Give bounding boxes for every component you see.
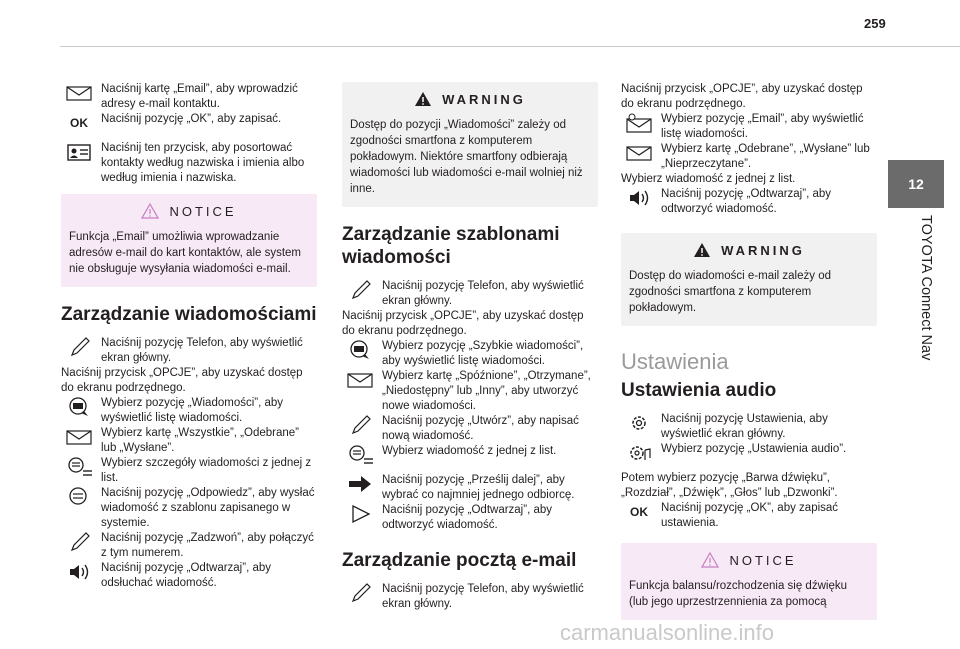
top-rule bbox=[60, 46, 868, 47]
step-text: Naciśnij pozycję „Odpowiedz”, aby wysłać wiadomość z szablonu zapisanego w systemie. bbox=[101, 487, 315, 529]
instruction-row bbox=[342, 473, 598, 503]
warning-box bbox=[342, 82, 598, 207]
warning-title: WARNING bbox=[721, 242, 805, 258]
step-text: Naciśnij ten przycisk, aby posortować kontakty według nazwiska i imienia albo według imienia i nazwiska. bbox=[101, 142, 305, 184]
step-text: Potem wybierz pozycję „Barwa dźwięku”, „Rozdział”, „Dźwięk”, „Głos” lub „Dzwonki”. bbox=[621, 472, 838, 499]
pen-icon bbox=[342, 414, 378, 436]
warning-icon bbox=[414, 91, 432, 107]
instruction-row bbox=[342, 369, 598, 414]
instruction-row bbox=[61, 396, 317, 426]
section-heading: Ustawienia audio bbox=[621, 380, 777, 401]
notice-icon bbox=[701, 552, 719, 568]
instruction-row bbox=[61, 112, 317, 134]
step-text: Wybierz kartę „Odebrane”, „Wysłane” lub „Nieprzeczytane”. bbox=[661, 143, 870, 170]
step-text: Wybierz pozycję „Email”, aby wyświetlić listę wiadomości. bbox=[661, 113, 864, 140]
instruction-row bbox=[621, 112, 877, 142]
step-text: Naciśnij przycisk „OPCJE”, aby uzyskać dostęp do ekranu podrzędnego. bbox=[342, 310, 584, 337]
notice-text: Funkcja „Email” umożliwia wprowadzanie adresów e-mail do kart kontaktów, ale system nie obsługuje wysyłania wiadomości e-mail. bbox=[69, 231, 302, 275]
warning-title: WARNING bbox=[442, 91, 526, 107]
step-text: Wybierz kartę „Wszystkie”, „Odebrane” lub „Wysłane”. bbox=[101, 427, 299, 454]
step-text: Wybierz pozycję „Wiadomości”, aby wyświetlić listę wiadomości. bbox=[101, 397, 284, 424]
instruction-row bbox=[61, 456, 317, 486]
sms-icon bbox=[61, 396, 97, 418]
email-icon bbox=[621, 112, 657, 134]
instruction-row bbox=[342, 503, 598, 533]
sort-contacts-icon bbox=[61, 141, 97, 163]
notice-icon bbox=[141, 203, 159, 219]
instruction-row bbox=[342, 444, 598, 466]
chapter-tab[interactable]: 12 bbox=[888, 160, 944, 208]
column-1 bbox=[61, 82, 317, 591]
step-text: Wybierz szczegóły wiadomości z jednej z list. bbox=[101, 457, 312, 484]
pen-icon bbox=[61, 336, 97, 358]
step-text: Naciśnij pozycję Ustawienia, aby wyświetlić ekran główny. bbox=[661, 413, 828, 440]
warning-text: Dostęp do wiadomości e-mail zależy od zgodności smartfona z komputerem pokładowym. bbox=[629, 270, 831, 314]
instruction-row bbox=[61, 561, 317, 591]
step-text: Naciśnij pozycję Telefon, aby wyświetlić ekran główny. bbox=[382, 280, 584, 307]
audio-settings-icon bbox=[621, 442, 657, 464]
step-text: Naciśnij pozycję „Utwórz”, aby napisać nową wiadomość. bbox=[382, 415, 579, 442]
envelope-icon bbox=[61, 82, 97, 104]
section-heading: Zarządzanie pocztą e-mail bbox=[342, 550, 577, 571]
warning-box bbox=[621, 233, 877, 326]
instruction-row bbox=[342, 279, 598, 309]
chapter-title: TOYOTA Connect Nav bbox=[918, 215, 934, 361]
section-heading: Zarządzanie szablonami wiadomości bbox=[342, 224, 560, 268]
instruction-row bbox=[61, 336, 317, 366]
step-text: Naciśnij pozycję Telefon, aby wyświetlić ekran główny. bbox=[101, 337, 303, 364]
step-text: Naciśnij pozycję „OK”, aby zapisać. bbox=[101, 113, 282, 125]
ok-icon: OK bbox=[70, 115, 88, 130]
pen-icon bbox=[342, 582, 378, 604]
pen-icon bbox=[342, 279, 378, 301]
step-text: Naciśnij pozycję „Prześlij dalej”, aby wybrać co najmniej jednego odbiorcę. bbox=[382, 474, 575, 501]
step-text: Naciśnij pozycję „Odtwarzaj”, aby odsłuchać wiadomość. bbox=[101, 562, 272, 589]
envelope-icon bbox=[342, 369, 378, 391]
notice-title: NOTICE bbox=[169, 203, 237, 219]
step-text: Naciśnij pozycję „Zadzwoń”, aby połączyć z tym numerem. bbox=[101, 532, 314, 559]
column-2 bbox=[342, 82, 598, 612]
quick-message-icon bbox=[342, 339, 378, 361]
instruction-row bbox=[621, 412, 877, 442]
step-text: Naciśnij pozycję „Odtwarzaj”, aby odtworzyć wiadomość. bbox=[382, 504, 553, 531]
reply-icon bbox=[61, 486, 97, 508]
page-number: 259 bbox=[864, 16, 886, 31]
step-text: Wybierz wiadomość z jednej z list. bbox=[621, 173, 796, 185]
section-heading: Zarządzanie wiadomościami bbox=[61, 304, 317, 325]
instruction-row bbox=[342, 414, 598, 444]
instruction-row bbox=[342, 339, 598, 369]
step-text: Naciśnij pozycję „Odtwarzaj”, aby odtworzyć wiadomość. bbox=[661, 188, 832, 215]
instruction-row bbox=[61, 82, 317, 112]
instruction-row bbox=[621, 501, 877, 531]
instruction-row bbox=[342, 582, 598, 612]
ok-icon: OK bbox=[630, 504, 648, 519]
gear-icon bbox=[621, 412, 657, 434]
warning-icon bbox=[693, 242, 711, 258]
step-text: Wybierz pozycję „Szybkie wiadomości”, aby wyświetlić listę wiadomości. bbox=[382, 340, 584, 367]
notice-title: NOTICE bbox=[729, 552, 797, 568]
watermark: carmanualsonline.info bbox=[560, 620, 775, 645]
instruction-row bbox=[61, 486, 317, 531]
step-text: Naciśnij przycisk „OPCJE”, aby uzyskać dostęp do ekranu podrzędnego. bbox=[61, 367, 303, 394]
envelope-icon bbox=[621, 142, 657, 164]
sidebar-rule bbox=[868, 46, 960, 47]
forward-arrow-icon bbox=[342, 473, 378, 495]
notice-box bbox=[621, 543, 877, 620]
step-text: Wybierz wiadomość z jednej z list. bbox=[382, 445, 557, 457]
step-text: Wybierz pozycję „Ustawienia audio”. bbox=[661, 443, 847, 455]
instruction-row bbox=[61, 531, 317, 561]
notice-box bbox=[61, 194, 317, 287]
envelope-icon bbox=[61, 426, 97, 448]
pen-icon bbox=[61, 531, 97, 553]
instruction-row bbox=[621, 442, 877, 464]
column-3 bbox=[621, 82, 877, 620]
speaker-icon bbox=[621, 187, 657, 209]
step-text: Naciśnij pozycję Telefon, aby wyświetlić ekran główny. bbox=[382, 583, 584, 610]
play-icon bbox=[342, 503, 378, 525]
warning-text: Dostęp do pozycji „Wiadomości” zależy od zgodności smartfona z komputerem pokładowym. Niektóre smartfony odbierają wiadomości lub wiadomości e-mail wolniej niż inne. bbox=[350, 119, 583, 195]
step-text: Wybierz kartę „Spóźnione”, „Otrzymane”, „Niedostępny” lub „Inny”, aby utworzyć nowe wiadomości. bbox=[382, 370, 591, 412]
speaker-icon bbox=[61, 561, 97, 583]
instruction-row bbox=[621, 142, 877, 172]
instruction-row bbox=[621, 187, 877, 217]
notice-text: Funkcja balansu/rozchodzenia się dźwięku (lub jego uprzestrzennienia za pomocą bbox=[629, 580, 847, 608]
instruction-row bbox=[61, 141, 317, 186]
step-text: Naciśnij pozycję „OK”, aby zapisać ustawienia. bbox=[661, 502, 839, 529]
message-list-icon bbox=[342, 444, 378, 466]
section-title: Ustawienia bbox=[621, 349, 729, 374]
step-text: Naciśnij kartę „Email”, aby wprowadzić adresy e-mail kontaktu. bbox=[101, 83, 298, 110]
instruction-row bbox=[61, 426, 317, 456]
message-list-icon bbox=[61, 456, 97, 478]
step-text: Naciśnij przycisk „OPCJE”, aby uzyskać dostęp do ekranu podrzędnego. bbox=[621, 83, 863, 110]
